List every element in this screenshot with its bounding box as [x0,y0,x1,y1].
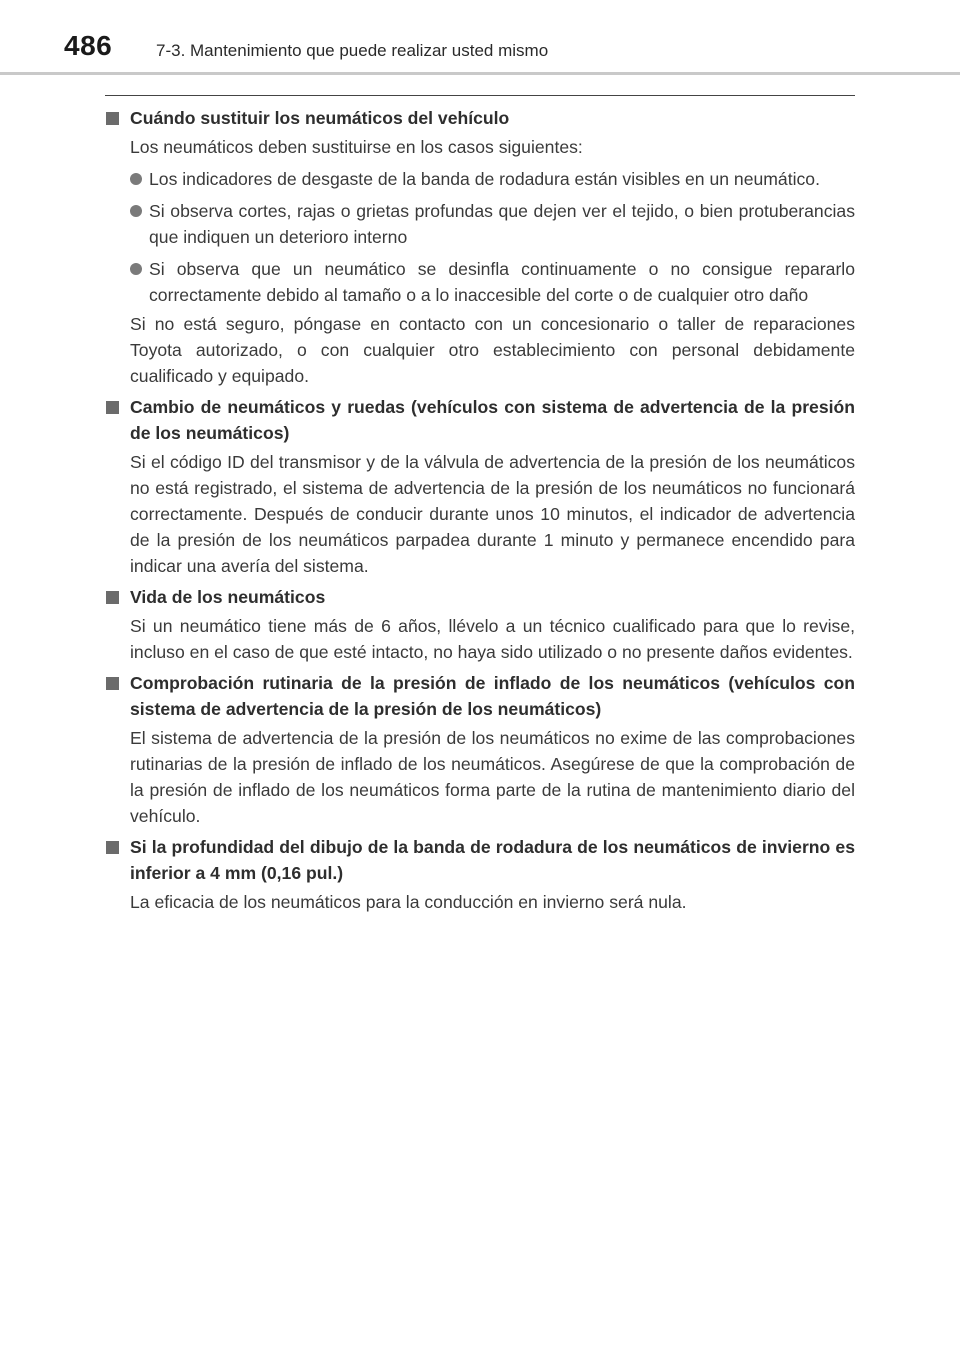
circle-bullet-icon [130,173,142,185]
square-bullet-icon [106,677,119,690]
section-paragraph: El sistema de advertencia de la presión de los neumáticos no exime de las comprobaciones rutinarias de la presión de inflado de los neumáticos. Asegúrese de que la comprobación de la presión de inflado de los neumáticos forma parte de la rutina de mantenimiento diario del vehículo. [130,728,855,826]
section-paragraph: Si el código ID del transmisor y de la válvula de advertencia de la presión de los neumáticos no está registrado, el sistema de advertencia de la presión de los neumáticos no funcionará correctamente. Después de conducir durante unos 10 minutos, el indicador de advertencia de la presión de los neumáticos parpadea durante 1 minuto y permanece encendido para indicar una avería del sistema. [130,452,855,576]
section-heading-text: Cuándo sustituir los neumáticos del vehículo [130,108,510,128]
section-paragraph: Si un neumático tiene más de 6 años, llévelo a un técnico cualificado para que lo revise, incluso en el caso de que esté intacto, no haya sido utilizado o no presente daños evidentes. [130,616,855,662]
page-content [105,105,855,915]
list-item [130,256,855,308]
list-item-text: Si observa cortes, rajas o grietas profundas que dejen ver el tejido, o bien protuberancias que indiquen un deterioro interno [149,201,855,247]
section-intro: Los neumáticos deben sustituirse en los casos siguientes: [130,137,583,157]
section-heading-text: Cambio de neumáticos y ruedas (vehículos con sistema de advertencia de la presión de los neumáticos) [130,397,855,443]
section-heading [105,670,855,722]
section-heading-text: Comprobación rutinaria de la presión de inflado de los neumáticos (vehículos con sistema de advertencia de la presión de los neumáticos) [130,673,855,719]
section-heading [105,584,855,610]
content-divider [105,95,855,96]
section-paragraph: Si no está seguro, póngase en contacto con un concesionario o taller de reparaciones Toyota autorizado, o con cualquier otro establecimiento con personal debidamente cualificado y equipado. [130,314,855,386]
circle-bullet-icon [130,263,142,275]
header-divider [0,72,960,75]
section-paragraph: La eficacia de los neumáticos para la conducción en invierno será nula. [130,892,687,912]
list-item [130,166,855,192]
section-heading-text: Vida de los neumáticos [130,587,326,607]
section-heading [105,105,855,131]
section-heading-text: Si la profundidad del dibujo de la banda de rodadura de los neumáticos de invierno es inferior a 4 mm (0,16 pul.) [130,837,855,883]
circle-bullet-icon [130,205,142,217]
section-title: 7-3. Mantenimiento que puede realizar usted mismo [156,41,549,60]
list-item-text: Si observa que un neumático se desinfla continuamente o no consigue repararlo correctamente debido al tamaño o a lo inaccesible del corte o de cualquier otro daño [149,259,855,305]
square-bullet-icon [106,591,119,604]
page-header [0,0,960,74]
section-heading [105,394,855,446]
list-item [130,198,855,250]
square-bullet-icon [106,841,119,854]
page-number: 486 [64,30,113,61]
square-bullet-icon [106,401,119,414]
list-item-text: Los indicadores de desgaste de la banda de rodadura están visibles en un neumático. [149,169,820,189]
square-bullet-icon [106,112,119,125]
section-heading [105,834,855,886]
